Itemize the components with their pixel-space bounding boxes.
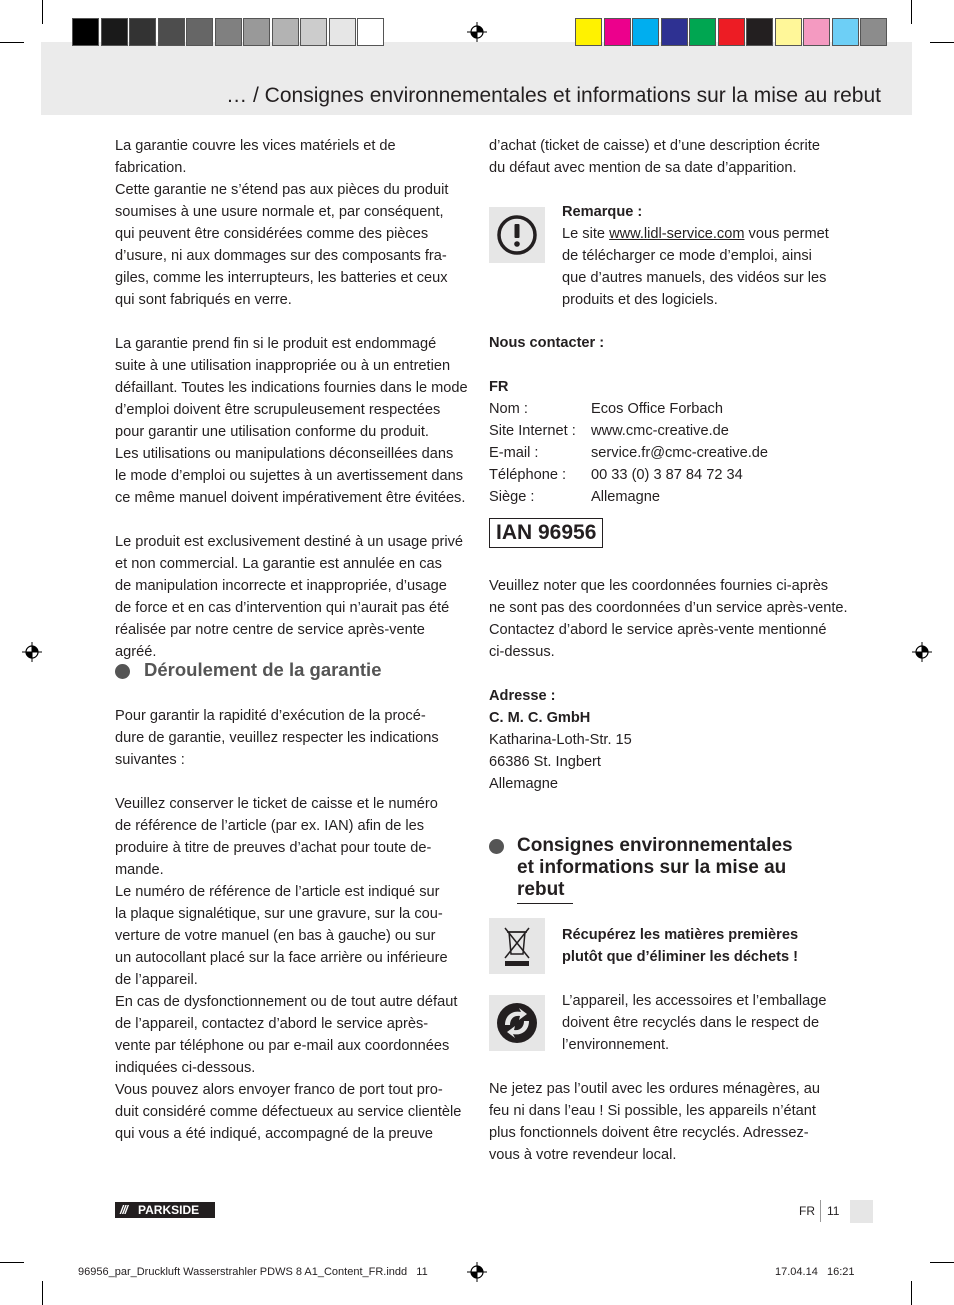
address-title: Adresse :	[489, 688, 556, 704]
registration-mark-icon	[467, 1262, 487, 1282]
left-column-bottom	[115, 705, 470, 1145]
color-swatch	[575, 18, 602, 46]
paragraph: Veuillez conserver le ticket de caisse et le numéro de référence de l’article (par ex. IAN) afin de les produire à titre de preuves d’achat pour toute de- mande. Le numéro de référence de l’article est indiqué sur la plaque signalétique, sur une gravure, sur la cou- verture de votre manuel (en bas à gauche) ou sur un autocollant placé sur la face arrière ou inférieure de l’appareil. En cas de dysfonctionnement ou de tout autre défaut de l’appareil, contactez d’abord le service après- vente par téléphone ou par e-mail aux coordonnées indiquées ci-dessous. Vous pouvez alors envoyer franco de port tout pro- duit considéré comme défectueux au service clientèle qui vous a été indiqué, accompagné de la preuve	[115, 796, 462, 1142]
disposal-paragraph: Ne jetez pas l’outil avec les ordures ménagères, au feu ni dans l’eau ! Si possible, les appareils n’étant plus fonctionnels doivent être recyclés. Adressez- vous à votre revendeur local.	[489, 1081, 820, 1163]
contact-block	[489, 332, 849, 508]
page-number: 11	[827, 1204, 840, 1218]
gray-swatch	[215, 18, 242, 46]
left-column-top	[115, 135, 470, 663]
exclamation-icon	[489, 207, 545, 263]
lidl-service-link[interactable]: www.lidl-service.com	[609, 226, 745, 242]
parkside-logo: /// PARKSIDE	[115, 1202, 215, 1218]
green-dot-icon-box	[489, 995, 545, 1051]
gray-swatch	[72, 18, 99, 46]
country-code: FR	[489, 379, 509, 395]
note-block: Remarque : Le site www.lidl-service.com vous permet de télécharger ce mode d’emploi, ainsi que d’autres manuels, des vidéos sur les produits et des logiciels.	[562, 201, 852, 311]
page-title: … / Consignes environnementales et informations sur la mise au rebut	[226, 84, 881, 107]
language-code: FR	[799, 1204, 815, 1218]
address-company: C. M. C. GmbH	[489, 710, 591, 726]
section-heading: Consignes environnementales et informations sur la mise au rebut	[517, 835, 793, 900]
paragraph: Le produit est exclusivement destiné à un usage privé et non commercial. La garantie est annulée en cas de manipulation incorrecte et inappropriée, d’usage de force et en cas d’intervention qui n’aurait pas été réalisée par notre centre de service après-vente agréé.	[115, 534, 464, 660]
bullet-icon	[489, 839, 504, 854]
gray-swatch	[186, 18, 213, 46]
contact-row: Site Internet : www.cmc-creative.de	[489, 423, 729, 439]
color-swatch	[604, 18, 631, 46]
section-heading: Déroulement de la garantie	[144, 659, 382, 680]
gray-swatch	[129, 18, 156, 46]
registration-mark-icon	[467, 22, 487, 42]
color-swatch	[832, 18, 859, 46]
right-notice: Veuillez noter que les coordonnées fournies ci-après ne sont pas des coordonnées d’un service après-vente. Contactez d’abord le service après-vente mentionné ci-dessus. Adresse : C. M. C. GmbH Katharina-Loth-Str. 15 66386 St. Ingbert Allemagne	[489, 575, 849, 795]
contact-row: Siège : Allemagne	[489, 489, 660, 505]
paragraph: Pour garantir la rapidité d’exécution de la procé- dure de garantie, veuillez respecter les indications suivantes :	[115, 708, 439, 768]
address-lines: Katharina-Loth-Str. 15 66386 St. Ingbert Allemagne	[489, 732, 632, 792]
file-slug: 96956_par_Druckluft Wasserstrahler PDWS 8 A1_Content_FR.indd 11	[78, 1266, 428, 1278]
registration-mark-icon	[22, 642, 42, 662]
page-tab	[850, 1200, 873, 1223]
note-icon-box	[489, 207, 545, 263]
gray-swatch	[329, 18, 356, 46]
color-swatch	[689, 18, 716, 46]
color-swatch	[746, 18, 773, 46]
gray-swatch	[357, 18, 384, 46]
color-swatch	[718, 18, 745, 46]
color-swatch	[803, 18, 830, 46]
weee-icon-box	[489, 918, 545, 974]
gray-swatch	[272, 18, 299, 46]
contact-row: Nom : Ecos Office Forbach	[489, 401, 723, 417]
recycle-text: L’appareil, les accessoires et l’emballage doivent être recyclés dans le respect de l’environnement.	[562, 993, 827, 1053]
contact-title: Nous contacter :	[489, 335, 605, 351]
contact-row: E-mail : service.fr@cmc-creative.de	[489, 445, 769, 461]
paragraph: La garantie couvre les vices matériels et de fabrication. Cette garantie ne s’étend pas aux pièces du produit soumises à une usure normale et, par conséquent, qui peuvent être considérées comme des pièces d’usure, ni aux dommages sur des composants fra- giles, comme les interrupteurs, les batteries et ceux qui sont fabriqués en verre.	[115, 138, 449, 308]
recycle-bold-text: Récupérez les matières premières plutôt que d’éliminer les déchets !	[562, 927, 799, 965]
gray-swatch	[300, 18, 327, 46]
gray-swatch	[158, 18, 185, 46]
gray-swatch	[243, 18, 270, 46]
contact-row: Téléphone : 00 33 (0) 3 87 84 72 34	[489, 467, 743, 483]
color-swatch	[632, 18, 659, 46]
bullet-icon	[115, 664, 130, 679]
ian-number-box: IAN 96956	[489, 518, 603, 548]
registration-mark-icon	[912, 642, 932, 662]
paragraph: La garantie prend fin si le produit est endommagé suite à une utilisation inappropriée ou à un entretien défaillant. Toutes les indications fournies dans le mode d’emploi doivent être scrupuleusement respectées pour garantir une utilisation conforme du produit. Les utilisations ou manipulations déconseillées dans le mode d’emploi ou sujettes à un avertissement dans ce même manuel doivent impérativement être évitées.	[115, 336, 468, 506]
note-title: Remarque :	[562, 204, 643, 220]
green-dot-icon	[489, 995, 545, 1051]
crossed-bin-icon	[489, 918, 545, 974]
color-swatch	[860, 18, 887, 46]
print-date: 17.04.14 16:21	[775, 1266, 855, 1278]
right-paragraph: d’achat (ticket de caisse) et d’une description écrite du défaut avec mention de sa date d’apparition.	[489, 138, 820, 176]
gray-swatch	[101, 18, 128, 46]
color-swatch	[661, 18, 688, 46]
page-divider	[820, 1200, 821, 1222]
heading-underline	[517, 903, 573, 904]
color-swatch	[775, 18, 802, 46]
